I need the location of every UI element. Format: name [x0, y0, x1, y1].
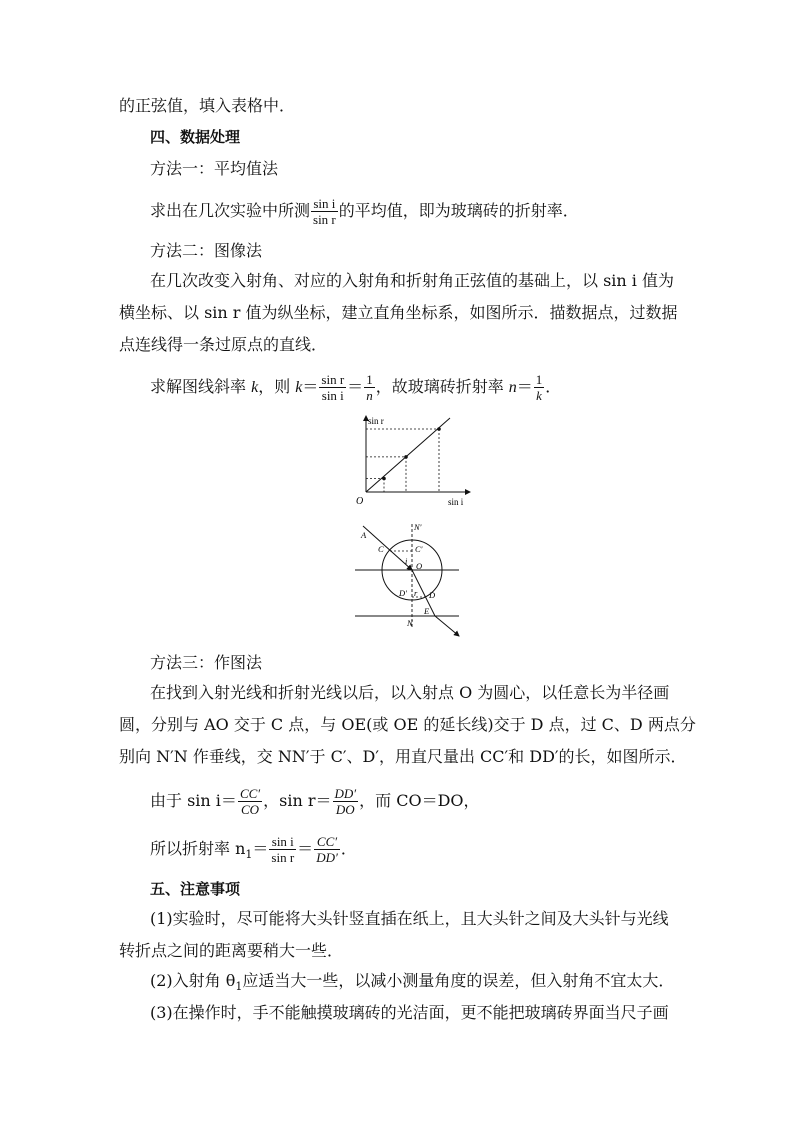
method2-title: 方法二：图像法 [150, 241, 263, 260]
sin-fraction-2 [333, 786, 359, 817]
item3-line1: (3)在操作时，手不能触摸玻璃砖的光洁面，更不能把玻璃砖界面当尺子画 [150, 1003, 669, 1022]
section5-heading: 五、注意事项 [150, 880, 241, 898]
fraction-denominator: sin r [313, 212, 336, 227]
fraction-numerator: sin i [269, 834, 296, 850]
emergent-ray [435, 616, 459, 636]
method3-title: 方法三：作图法 [150, 653, 263, 672]
item2-line [150, 970, 674, 998]
diagram-label: N' [414, 522, 422, 532]
origin-label: O [356, 496, 364, 507]
fraction-denominator: DD′ [316, 850, 338, 865]
slope-fraction-1 [319, 372, 346, 403]
fraction-numerator: sin i [311, 196, 338, 212]
diagram-label: D [429, 590, 436, 600]
n-text-a: 所以折射率 n [150, 839, 246, 858]
fraction-numerator: 1 [366, 372, 373, 387]
item2-text-b: 应适当大一些，以减小测量角度的误差，但入射角不宜太大． [242, 971, 675, 990]
data-point-2 [404, 455, 408, 459]
fraction-denominator: k [536, 388, 542, 403]
section4-heading: 四、数据处理 [150, 128, 241, 146]
slope-fraction-3 [534, 372, 545, 403]
diagram-label: C [378, 544, 384, 554]
method3-n-line [150, 834, 357, 866]
diagram-label: O [416, 561, 423, 571]
method3-para-line3: 别向 N′N 作垂线，交 NN′于 C′、D′，用直尺量出 CC′和 DD′的长，如图所示． [119, 747, 687, 766]
method2-para-line2: 横坐标、以 sin r 值为纵坐标，建立直角坐标系，如图所示．描数据点，过数据 [119, 303, 678, 322]
fraction-denominator: CO [241, 802, 260, 817]
slope-eq2: ＝ [347, 377, 364, 396]
diagram-labels [360, 522, 436, 628]
n-eq2: ＝ [297, 839, 314, 858]
slope-var-n: n [508, 379, 517, 396]
slope-text-a: 求解图线斜率 [150, 377, 252, 396]
data-point-3 [437, 427, 441, 431]
slope-fraction-2 [364, 372, 375, 403]
method1-text [150, 196, 579, 227]
item1-line2: 转折点之间的距离要稍大一些． [119, 941, 344, 960]
method1-text-before: 求出在几次实验中所测 [150, 201, 311, 220]
fraction-numerator: sin r [321, 372, 345, 387]
n-subscript: 1 [245, 848, 253, 862]
fraction-denominator: sin i [321, 388, 344, 403]
n-end: ． [340, 839, 357, 858]
item2-subscript: 1 [235, 980, 243, 994]
method3-sin-line [150, 786, 480, 817]
method2-para-line1: 在几次改变入射角、对应的入射角和折射角正弦值的基础上，以 sin i 值为 [150, 271, 675, 290]
diagram-label: N [407, 618, 413, 628]
n-fraction-2 [314, 834, 340, 865]
sin-text-a: 由于 sin i＝ [150, 791, 237, 810]
sin-text-b: ，sin r＝ [263, 791, 332, 810]
slope-end: ． [545, 377, 562, 396]
method1-fraction [311, 196, 338, 227]
slope-eq: ＝ [302, 377, 319, 396]
diagram-label: i [405, 556, 408, 566]
diagram-label: D' [399, 588, 407, 598]
method2-para-line3: 点连线得一条过原点的直线． [119, 335, 328, 354]
diagram-label: A [361, 530, 367, 540]
fraction-denominator: sin r [271, 850, 295, 865]
slope-text-b: ，则 [258, 377, 296, 396]
fraction-denominator: DO [335, 802, 355, 817]
slope-var-k: k [251, 379, 259, 396]
method1-text-after: 的平均值，即为玻璃砖的折射率． [338, 201, 579, 220]
fraction-numerator: CC′ [314, 834, 340, 850]
method1-title: 方法一：平均值法 [150, 159, 279, 178]
method3-para-line2: 圆，分别与 AO 交于 C 点，与 OE(或 OE 的延长线)交于 D 点，过 C、D 两点分 [119, 715, 696, 734]
slope-eq3: ＝ [516, 377, 533, 396]
item1-line1: (1)实验时，尽可能将大头针竖直插在纸上，且大头针之间及大头针与光线 [150, 909, 669, 928]
diagram-label: C' [415, 544, 423, 554]
diagram-label: E [424, 606, 430, 616]
sin-text-c: ，而 CO＝DO， [359, 791, 480, 810]
slope-text-c: ，故玻璃砖折射率 [375, 377, 509, 396]
fraction-numerator: DD′ [334, 786, 357, 801]
y-axis-label: sin r [368, 416, 384, 426]
fraction-denominator: n [366, 388, 373, 403]
data-point-1 [382, 477, 386, 481]
fraction-numerator: CC′ [239, 786, 261, 801]
n-fraction-1 [269, 834, 296, 865]
refraction-diagram [355, 518, 470, 640]
sin-graph [350, 412, 475, 510]
n-eq: ＝ [252, 839, 269, 858]
x-axis-label: sin i [448, 497, 464, 507]
diagram-label: r [414, 588, 418, 598]
fraction-numerator: 1 [535, 372, 543, 387]
intro-tail: 的正弦值，填入表格中． [119, 96, 296, 115]
item2-text-a: (2)入射角 θ [150, 971, 236, 990]
method2-slope-line [150, 372, 561, 403]
slope-var-k2: k [295, 379, 303, 396]
sin-fraction-1 [238, 786, 262, 817]
method3-para-line1: 在找到入射光线和折射光线以后，以入射点 O 为圆心，以任意长为半径画 [150, 683, 670, 702]
